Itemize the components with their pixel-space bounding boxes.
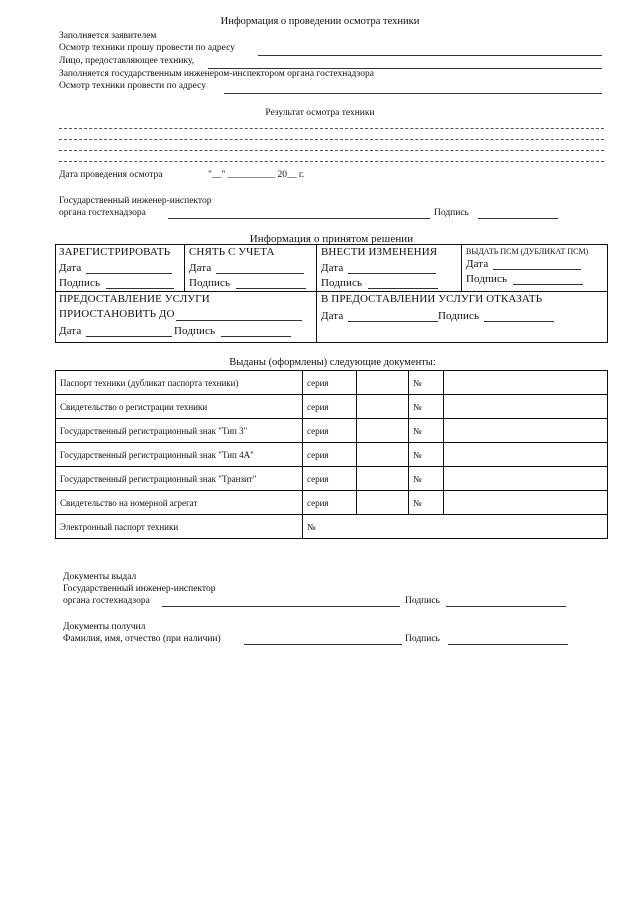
number-field[interactable]: [444, 395, 608, 419]
page-title: Информация о проведении осмотра техники: [220, 16, 420, 27]
deregister-signature-field[interactable]: [236, 288, 306, 289]
register-date-label: Дата: [59, 262, 82, 274]
inspection-date-label: Дата проведения осмотра: [59, 170, 163, 180]
official-line-1: Государственный инженер-инспектор: [59, 196, 212, 206]
document-name: Свидетельство на номерной агрегат: [56, 491, 303, 515]
e-passport-label: Электронный паспорт техники: [56, 515, 303, 539]
received-name-field[interactable]: [244, 644, 402, 645]
series-label: серия: [303, 371, 357, 395]
issued-heading: Документы выдал: [63, 572, 137, 582]
document-name: Государственный регистрационный знак "Тип 3": [56, 419, 303, 443]
number-label: №: [307, 521, 316, 532]
result-line-2[interactable]: [59, 139, 604, 140]
register-option[interactable]: ЗАРЕГИСТРИРОВАТЬ: [59, 246, 171, 258]
issued-signature-label: Подпись: [405, 596, 440, 606]
document-name: Государственный регистрационный знак "Тип 4А": [56, 443, 303, 467]
inspection-address-field[interactable]: [224, 93, 602, 94]
issued-line-1: Государственный инженер-инспектор: [63, 584, 216, 594]
refuse-signature-field[interactable]: [484, 321, 554, 322]
modify-date-label: Дата: [321, 262, 344, 274]
decision-divider: [184, 244, 185, 291]
modify-date-field[interactable]: [348, 273, 436, 274]
modify-signature-field[interactable]: [368, 288, 438, 289]
refuse-option[interactable]: В ПРЕДОСТАВЛЕНИИ УСЛУГИ ОТКАЗАТЬ: [321, 293, 543, 305]
suspend-date-label: Дата: [59, 325, 82, 337]
received-signature-field[interactable]: [448, 644, 568, 645]
modify-signature-label: Подпись: [321, 277, 363, 289]
series-field[interactable]: [357, 467, 409, 491]
number-label: №: [409, 395, 444, 419]
received-name-label: Фамилия, имя, отчество (при наличии): [63, 634, 221, 644]
address-field[interactable]: [258, 55, 602, 56]
series-field[interactable]: [357, 419, 409, 443]
number-field[interactable]: [444, 443, 608, 467]
suspend-option-line-1[interactable]: ПРЕДОСТАВЛЕНИЕ УСЛУГИ: [59, 293, 210, 305]
refuse-signature-label: Подпись: [438, 310, 480, 322]
table-row: [56, 467, 608, 491]
table-row: [56, 419, 608, 443]
inspection-address-label: Осмотр техники провести по адресу: [59, 81, 206, 91]
signature-field[interactable]: [478, 218, 558, 219]
number-field[interactable]: [444, 467, 608, 491]
deregister-option[interactable]: СНЯТЬ С УЧЕТА: [189, 246, 275, 258]
inspection-date-field[interactable]: "__" __________ 20__ г.: [208, 170, 305, 180]
issue-psm-date-label: Дата: [466, 258, 489, 270]
received-heading: Документы получил: [63, 622, 146, 632]
refuse-date-label: Дата: [321, 310, 344, 322]
number-label: №: [409, 467, 444, 491]
series-field[interactable]: [357, 395, 409, 419]
series-label: серия: [303, 395, 357, 419]
deregister-date-field[interactable]: [216, 273, 304, 274]
official-line-2: органа гостехнадзора: [59, 208, 146, 218]
address-label: Осмотр техники прошу провести по адресу: [59, 43, 235, 53]
document-name: Свидетельство о регистрации техники: [56, 395, 303, 419]
number-field[interactable]: [444, 419, 608, 443]
register-signature-field[interactable]: [106, 288, 174, 289]
series-label: серия: [303, 419, 357, 443]
documents-table: [55, 370, 608, 539]
signature-label: Подпись: [434, 208, 469, 218]
document-name: Государственный регистрационный знак "Транзит": [56, 467, 303, 491]
suspend-date-field[interactable]: [86, 336, 172, 337]
series-field[interactable]: [357, 443, 409, 467]
decision-divider: [316, 244, 317, 343]
official-name-field[interactable]: [168, 218, 430, 219]
modify-option[interactable]: ВНЕСТИ ИЗМЕНЕНИЯ: [321, 246, 438, 258]
issue-psm-date-field[interactable]: [493, 269, 581, 270]
register-signature-label: Подпись: [59, 277, 101, 289]
result-title: Результат осмотра техники: [265, 108, 375, 118]
series-field[interactable]: [357, 371, 409, 395]
table-row: [56, 395, 608, 419]
series-label: серия: [303, 467, 357, 491]
decision-title: Информация о принятом решении: [249, 233, 414, 245]
table-row: [56, 491, 608, 515]
table-row: [56, 443, 608, 467]
result-line-4[interactable]: [59, 161, 604, 162]
series-label: серия: [303, 491, 357, 515]
issued-signature-field[interactable]: [446, 606, 566, 607]
document-name: Паспорт техники (дубликат паспорта техники): [56, 371, 303, 395]
series-field[interactable]: [357, 491, 409, 515]
series-label: серия: [303, 443, 357, 467]
inspector-heading: Заполняется государственным инженером-инспектором органа гостехнадзора: [59, 69, 374, 79]
suspend-signature-field[interactable]: [221, 336, 291, 337]
number-label: №: [409, 443, 444, 467]
number-field[interactable]: [444, 491, 608, 515]
applicant-heading: Заполняется заявителем: [59, 31, 157, 41]
table-row: [56, 515, 608, 539]
number-label: №: [409, 491, 444, 515]
issued-name-field[interactable]: [162, 606, 400, 607]
e-passport-number[interactable]: [303, 515, 608, 539]
decision-divider: [55, 291, 608, 292]
issue-psm-signature-field[interactable]: [513, 284, 583, 285]
documents-title: Выданы (оформлены) следующие документы:: [229, 357, 436, 368]
received-signature-label: Подпись: [405, 634, 440, 644]
refuse-date-field[interactable]: [348, 321, 438, 322]
result-line-1[interactable]: [59, 128, 604, 129]
issue-psm-option[interactable]: ВЫДАТЬ ПСМ (ДУБЛИКАТ ПСМ): [466, 247, 589, 256]
issue-psm-signature-label: Подпись: [466, 273, 508, 285]
number-label: №: [409, 371, 444, 395]
number-label: №: [409, 419, 444, 443]
decision-divider: [461, 244, 462, 291]
deregister-signature-label: Подпись: [189, 277, 231, 289]
deregister-date-label: Дата: [189, 262, 212, 274]
suspend-until-field[interactable]: [176, 320, 302, 321]
suspend-signature-label: Подпись: [174, 325, 216, 337]
register-date-field[interactable]: [86, 273, 172, 274]
suspend-option-line-2[interactable]: ПРИОСТАНОВИТЬ ДО: [59, 308, 175, 320]
issued-line-2: органа гостехнадзора: [63, 596, 150, 606]
person-label: Лицо, предоставляющее технику,: [59, 56, 195, 66]
table-row: [56, 371, 608, 395]
result-line-3[interactable]: [59, 150, 604, 151]
number-field[interactable]: [444, 371, 608, 395]
